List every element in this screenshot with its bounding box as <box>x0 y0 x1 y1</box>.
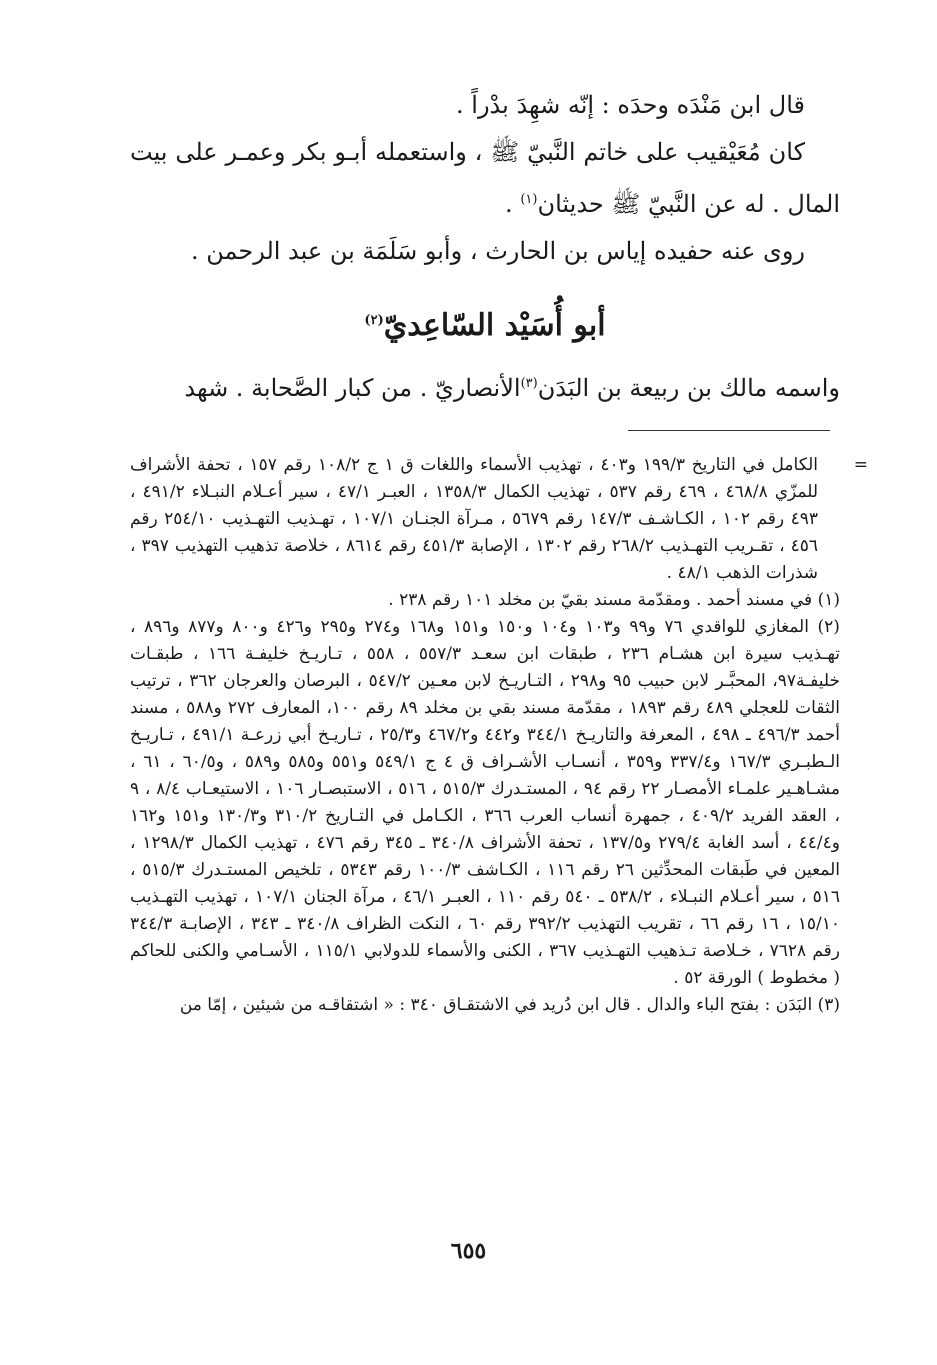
entry-title-text: أبو أُسَيْد السّاعِديّ <box>383 308 606 343</box>
footnote-ref-2: (٢) <box>364 313 384 328</box>
footnote-ref-3: (٣) <box>520 376 538 391</box>
footnote-continuation-text: الكامل في التاريخ ١٩٩/٣ و٤٠٣ ، تهذيب الأسماء واللغات ق ١ ج ١٠٨/٢ رقم ١٥٧ ، تحفة الأشراف للمزّي ٤٦٨/٨ ، ٤٦٩ رقم ٥٣٧ ، تهذيب الكمال ١٣٥٨/٣ ، العبـر ٤٧/١ ، سير أعـلام النبـلاء ٤٩١/٢ ، ٤٩٣ رقم ١٠٢ ، الكـاشـف ١٤٧/٣ رقم ٥٦٧٩ ، مـرآة الجنـان ١٠٧/١ ، تهـذيب التهـذيب ٢٥٤/١٠ رقم ٤٥٦ ، تقـريب التهـذيب ٢٦٨/٢ رقم ١٣٠٢ ، الإصابة ٤٥١/٣ رقم ٨٦١٤ ، خلاصة تذهيب التهذيب ٣٩٧ ، شذرات الذهب ٤٨/١ . <box>130 455 819 583</box>
main-line-1: قال ابن مَنْدَه وحدَه : إنّه شهِدَ بدْراً . <box>456 91 805 119</box>
footnote-ref-1: (١) <box>520 192 538 207</box>
entry-title <box>130 308 840 343</box>
main-paragraph-2 <box>130 129 840 228</box>
footnote-2: (٢) المغازي للواقدي ٧٦ و٩٩ و١٠٣ و١٠٤ و١٥٠ و١٥١ و١٦٨ و٢٧٤ و٢٩٥ و٤٢٦ و٨٠٠ و٨٧٧ و٨٩٦ ، تهـذيب سيرة ابن هشـام ٢٣٦ ، طبقات ابن سعـد ٥٥٧/٣ ، ٥٥٨ ، تـاريـخ خليفـة ١٦٦ ، طبقـات خليفـة٩٧، المحبَّـر لابن حبيب ٩٥ و٢٩٨ ، التـاريـخ لابن معـين ٥٤٧/٢ ، البرصان والعرجان ٣٦٢ ، ترتيب الثقات للعجلي ٤٨٩ رقم ١٨٩٣ ، مقدّمة مسند بقي بن مخلد ٨٩ رقم ١٠٠، المعارف ٢٧٢ و٥٨٨ ، مسند أحمد ٤٩٦/٣ ـ ٤٩٨ ، المعرفة والتاريـخ ٣٤٤/١ و٤٤٢ و٤٦٧/٢ و٢٥/٣ ، تـاريـخ أبي زرعـة ٤٩١/١ ، تـاريـخ الـطبـري ١٦٧/٣ و٣٣٧/٤ و٣٥٩ ، أنسـاب الأشـراف ق ٤ ج ٥٤٩/١ و٥٥١ و٥٨٥ و٥٨٩ ، و٦٠/٥ ، ٦١ ، مشـاهـير علمـاء الأمصـار ٢٢ رقم ٩٤ ، المستـدرك ٥١٥/٣ ، ٥١٦ ، الاستبصـار ١٠٦ ، الاستيعـاب ٨/٤ ، ٩ ، العقد الفريد ٤٠٩/٢ ، جمهرة أنساب العرب ٣٦٦ ، الكـامل في التـاريخ ٣١٠/٢ و١٣٠/٣ و١٥١ و١٦٢ و٤٤/٤ ، أسد الغابة ٢٧٩/٤ و١٣٧/٥ ، تحفة الأشراف ٣٤٠/٨ ـ ٣٤٥ رقم ٤٧٦ ، تهذيب الكمال ١٢٩٨/٣ ، المعين في طَبقات المحدِّثين ٢٦ رقم ١١٦ ، الكـاشف ١٠٠/٣ رقم ٥٣٤٣ ، تلخيص المستـدرك ٥١٥/٣ ، ٥١٦ ، سير أعـلام النبـلاء ، ٥٣٨/٢ ـ ٥٤٠ رقم ١١٠ ، العبـر ٤٦/١ ، مرآة الجنان ١٠٧/١ ، تهذيب التهـذيب ١٥/١٠ ، ١٦ رقم ٦٦ ، تقريب التهذيب ٣٩٢/٢ رقم ٦٠ ، النكت الظراف ٣٤٠/٨ ـ ٣٤٣ ، الإصابـة ٣٤٤/٣ رقم ٧٦٢٨ ، خـلاصة تـذهيب التهـذيب ٣٦٧ ، الكنى والأسماء للدولابي ١١٥/١ ، الأسـامي والكنى للحاكم ( مخطوط ) الورقة ٥٢ . <box>130 617 841 988</box>
entry-line-start: واسمه مالك بن ربيعة بن البَدَن <box>537 374 840 402</box>
page-number: ٦٥٥ <box>450 1238 487 1264</box>
entry-first-line <box>130 360 840 412</box>
entry-line-end: الأنصاريّ . من كبار الصَّحابة . شهد <box>184 374 521 402</box>
footnote-1: (١) في مسند أحمد . ومقدّمة مسند بقيّ بن مخلد ١٠١ رقم ٢٣٨ . <box>388 590 840 610</box>
main-text <box>130 82 840 275</box>
footnote-continuation <box>130 452 868 587</box>
continuation-marker: = <box>853 455 868 475</box>
main-line-4: روى عنه حفيده إياس بن الحارث ، وأبو سَلَمَة بن عبد الرحمن . <box>190 237 805 265</box>
footnote-separator <box>628 430 830 431</box>
footnotes <box>130 452 868 1019</box>
footnote-3: (٣) البَدَن : بفتح الباء والدال . قال ابن دُريد في الاشتقـاق ٣٤٠ : « اشتقاقـه من شيئين ، إمّا من <box>179 995 840 1015</box>
main-paragraph-2-end: . <box>505 190 513 218</box>
main-paragraph-2-text: كان مُعَيْقيب على خاتم النَّبيّ ﷺ ، واستعمله أبـو بكر وعمـر على بيت المال . له عن النَّبيّ ﷺ حديثان <box>130 138 840 218</box>
